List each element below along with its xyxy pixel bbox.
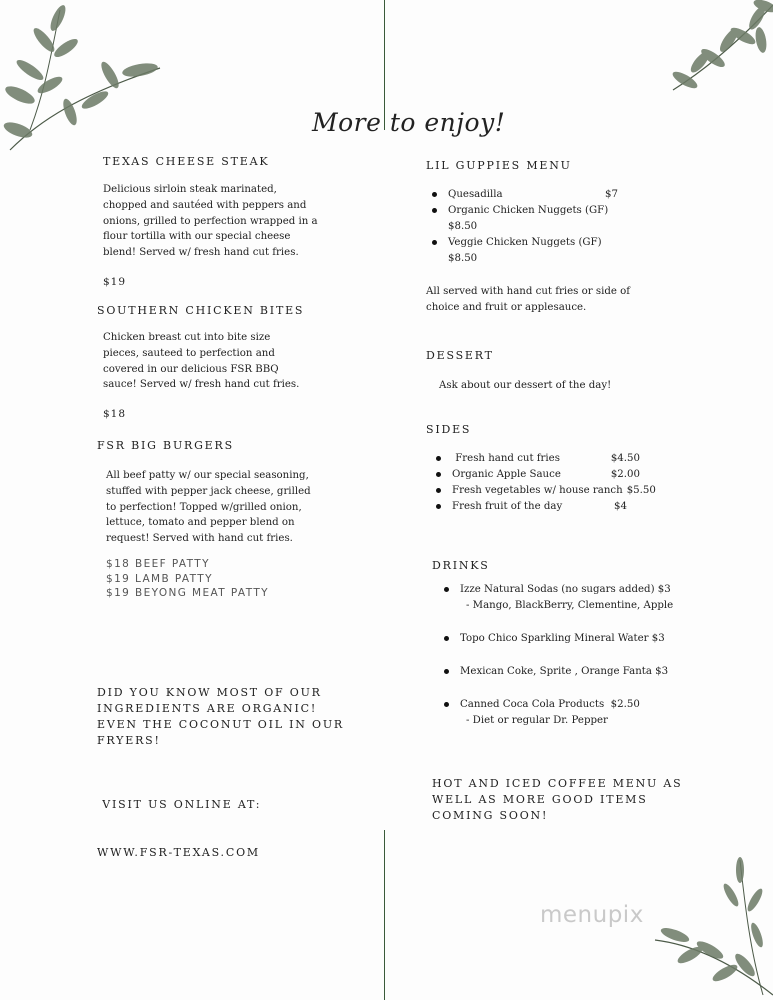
bullet-icon: [436, 488, 441, 493]
burger-option: $19 BEYONG MEAT PATTY: [106, 587, 269, 599]
item-price: $4: [614, 501, 627, 512]
lil-guppies-title: LIL GUPPIES MENU: [426, 159, 572, 172]
item-name: Topo Chico Sparkling Mineral Water $3: [460, 633, 665, 644]
item-name: Organic Apple Sauce: [452, 469, 561, 480]
list-item: [448, 203, 618, 235]
note-line: choice and fruit or applesauce.: [426, 301, 587, 313]
item-name: Fresh vegetables w/ house ranch: [452, 485, 623, 496]
item-name: Mexican Coke, Sprite , Orange Fanta $3: [460, 666, 669, 677]
item-name: Fresh hand cut fries: [452, 453, 560, 464]
list-item: [460, 697, 710, 729]
coffee-note: [432, 776, 682, 824]
bullet-icon: [436, 456, 441, 461]
item-name: Canned Coca Cola Products $2.50: [460, 699, 640, 710]
item-name: Organic Chicken Nuggets (GF): [448, 205, 609, 216]
leaf-branch-top-left-icon: [0, 0, 175, 160]
item-sub: - Diet or regular Dr. Pepper: [466, 715, 608, 726]
bullet-icon: [444, 702, 449, 707]
desc-line: stuffed with pepper jack cheese, grilled: [106, 485, 311, 497]
bullet-icon: [432, 208, 437, 213]
desc-line: sauce! Served w/ fresh hand cut fries.: [103, 379, 300, 391]
desc-line: chopped and sautéed with peppers and: [103, 199, 307, 211]
organic-note: [97, 685, 344, 749]
burger-option: $18 BEEF PATTY: [106, 558, 210, 570]
fsr-big-burgers-desc: [106, 468, 311, 547]
list-item: [460, 631, 710, 647]
sides-title: SIDES: [426, 423, 472, 436]
desc-line: covered in our delicious FSR BBQ: [103, 363, 279, 375]
list-item: [460, 582, 710, 614]
item-name: Fresh fruit of the day: [452, 501, 563, 512]
note-line: WELL AS MORE GOOD ITEMS: [432, 793, 648, 806]
texas-cheese-steak-title: TEXAS CHEESE STEAK: [103, 155, 270, 168]
burger-option: $19 LAMB PATTY: [106, 572, 213, 585]
visit-label: VISIT US ONLINE AT:: [97, 798, 262, 811]
texas-cheese-steak-price: $19: [103, 276, 127, 288]
desc-line: lettuce, tomato and pepper blend on: [106, 517, 295, 529]
note-line: FRYERS!: [97, 734, 161, 747]
list-item: [448, 235, 618, 267]
bullet-icon: [432, 240, 437, 245]
script-title: More to enjoy!: [312, 108, 506, 137]
dessert-text: Ask about our dessert of the day!: [439, 380, 612, 391]
list-item: [452, 451, 640, 467]
item-price: $5.50: [626, 485, 656, 496]
visit-online: [97, 765, 261, 893]
item-sub: - Mango, BlackBerry, Clementine, Apple: [466, 600, 674, 611]
note-line: DID YOU KNOW MOST OF OUR: [97, 686, 322, 699]
sides-list: [452, 451, 656, 515]
desc-line: flour tortilla with our special cheese: [103, 231, 291, 243]
list-item: [460, 664, 710, 680]
southern-chicken-bites-desc: [103, 330, 299, 393]
bullet-icon: [436, 472, 441, 477]
desc-line: Chicken breast cut into bite size: [103, 332, 271, 343]
dessert-title: DESSERT: [426, 349, 494, 362]
note-line: COMING SOON!: [432, 809, 549, 822]
fsr-big-burgers-title: FSR BIG BURGERS: [97, 439, 234, 452]
drinks-list: [460, 582, 710, 729]
lil-guppies-note: [426, 284, 630, 316]
item-price: $4.50: [610, 453, 640, 464]
leaf-branch-bottom-right-icon: [645, 855, 773, 1000]
note-line: All served with hand cut fries or side of: [426, 286, 631, 297]
list-item: [452, 483, 656, 499]
bullet-icon: [436, 504, 441, 509]
southern-chicken-bites-price: $18: [103, 408, 127, 420]
item-price: $2.00: [610, 469, 640, 480]
desc-line: All beef patty w/ our special seasoning,: [106, 470, 309, 481]
item-price: $7: [605, 189, 618, 200]
bullet-icon: [432, 192, 437, 197]
item-name: Quesadilla: [448, 189, 503, 200]
desc-line: request! Served with hand cut fries.: [106, 533, 293, 545]
leaf-branch-top-right-icon: [665, 0, 773, 100]
southern-chicken-bites-title: SOUTHERN CHICKEN BITES: [97, 304, 305, 317]
lil-guppies-list: [448, 187, 618, 267]
note-line: HOT AND ICED COFFEE MENU AS: [432, 777, 683, 790]
list-item: [452, 467, 640, 483]
bullet-icon: [444, 587, 449, 592]
list-item: [452, 499, 640, 515]
item-name: Veggie Chicken Nuggets (GF): [448, 237, 602, 248]
note-line: EVEN THE COCONUT OIL IN OUR: [97, 718, 344, 731]
desc-line: blend! Served w/ fresh hand cut fries.: [103, 247, 299, 259]
texas-cheese-steak-desc: [103, 182, 318, 261]
desc-line: onions, grilled to perfection wrapped in a: [103, 215, 318, 227]
item-price: $8.50: [448, 221, 478, 232]
desc-line: Delicious sirloin steak marinated,: [103, 184, 277, 195]
menupix-watermark: menupix: [540, 902, 644, 928]
list-item: [448, 187, 618, 203]
drinks-title: DRINKS: [432, 559, 490, 572]
note-line: INGREDIENTS ARE ORGANIC!: [97, 702, 318, 715]
bullet-icon: [444, 636, 449, 641]
desc-line: pieces, sauteed to perfection and: [103, 347, 275, 359]
center-divider-bottom: [384, 830, 385, 1000]
burger-options: [106, 557, 269, 601]
item-price: $8.50: [448, 253, 478, 264]
website-link[interactable]: WWW.FSR-TEXAS.COM: [97, 846, 260, 859]
desc-line: to perfection! Topped w/grilled onion,: [106, 501, 302, 513]
item-name: Izze Natural Sodas (no sugars added) $3: [460, 584, 671, 595]
bullet-icon: [444, 669, 449, 674]
